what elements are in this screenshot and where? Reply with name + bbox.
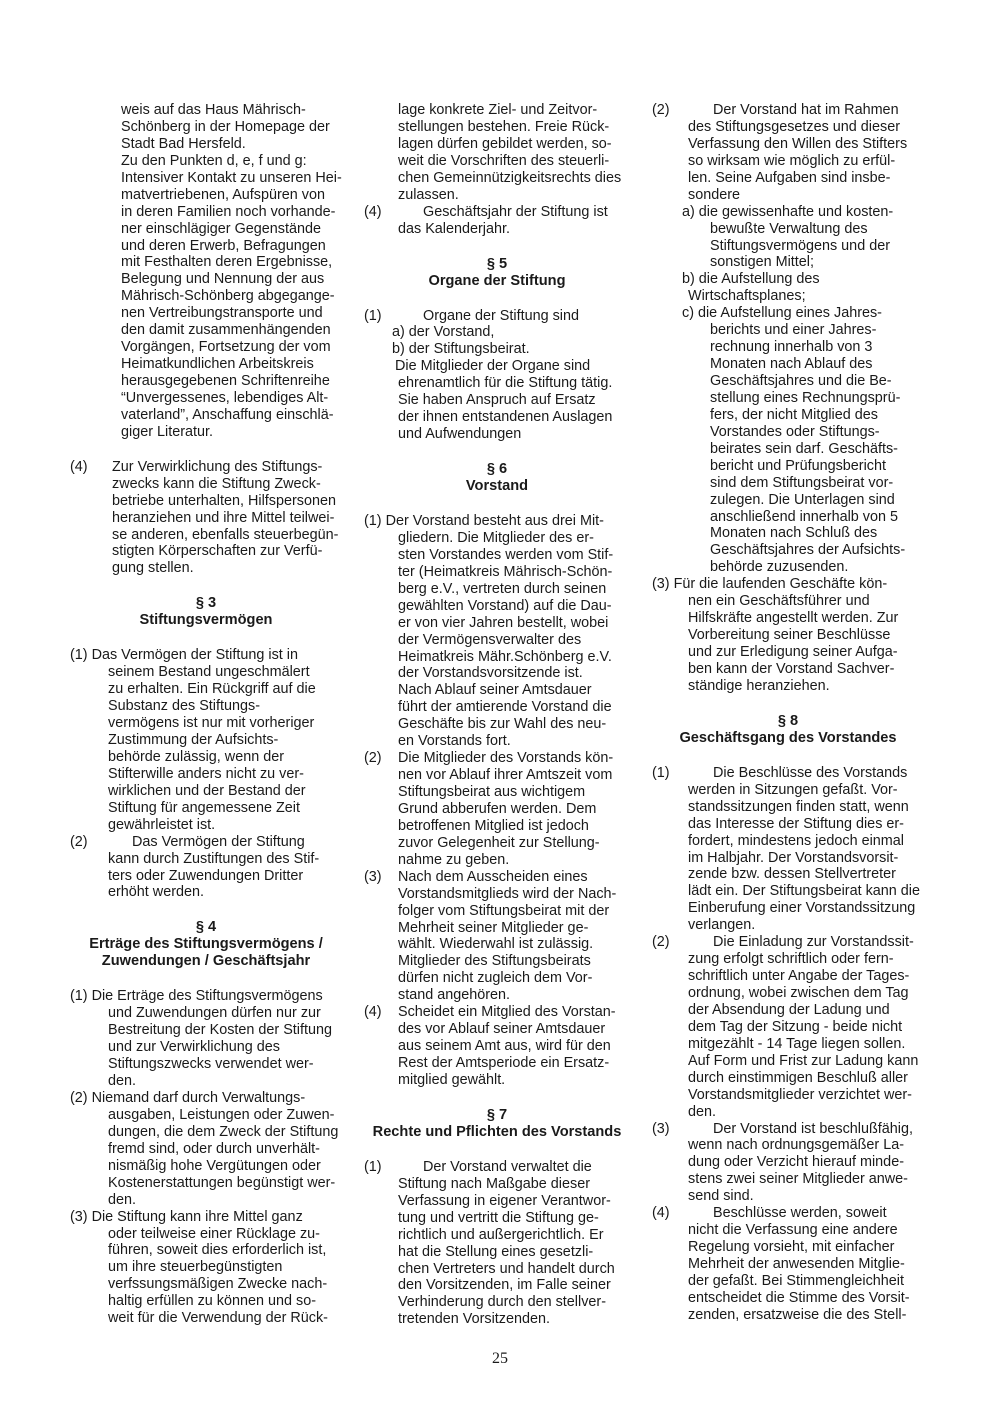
section-spacer (362, 443, 632, 461)
text-line: fordert, mindestens jedoch einmal (688, 832, 904, 849)
text-line: sten Vorstandes werden vom Stif- (398, 546, 614, 563)
paragraph (70, 647, 342, 901)
text-line: und deren Erwerb, Befragungen (121, 237, 326, 254)
paragraph (70, 988, 342, 1327)
text-line: Der Vorstand hat im Rahmen (713, 102, 899, 118)
text-line: (3) Für die laufenden Geschäfte kön- (652, 576, 888, 593)
text-line: Der Vorstand ist beschlußfähig, (713, 1120, 913, 1137)
text-line: in deren Familien noch vorhande- (121, 203, 336, 220)
text-line: ner einschlägiger Gegenstände (121, 220, 322, 237)
page-number: 25 (492, 1350, 508, 1367)
text-line: Vorgängen, Fortsetzung der vom (121, 339, 331, 356)
text-line: Stiftungszwecks verwendet wer- (108, 1056, 314, 1073)
clause-number: (4) (364, 203, 382, 220)
text-line: der gefaßt. Bei Stimmengleichheit (688, 1272, 904, 1289)
text-line: ter (Heimatkreis Mährisch-Schön- (398, 563, 613, 580)
text-line: vaterland”, Anschaffung einschlä- (121, 406, 334, 423)
text-line: lädt ein. Der Stiftungsbeirat kann die (688, 883, 920, 900)
text-line: Bestreitung der Kosten der Stiftung (108, 1022, 332, 1039)
clause-number: (1) (364, 307, 382, 324)
section-number: § 5 (486, 255, 508, 272)
text-line: a) der Vorstand, (392, 324, 495, 341)
text-line: ordnung, wobei zwischen dem Tag (688, 985, 909, 1001)
text-line: Die Mitglieder des Vorstands kön- (398, 750, 614, 767)
text-line: zende bzw. dessen Stellvertreter (688, 866, 896, 883)
text-line: der Absendung der Ladung und (688, 1001, 890, 1018)
text-line: heranziehen und ihre Mittel teilwei- (112, 509, 335, 526)
paragraph (70, 102, 342, 441)
text-line: tung und vertritt die Stiftung ge- (398, 1209, 599, 1226)
text-line: Die Einladung zur Vorstandssit- (713, 934, 914, 951)
text-line: aus seinem Amt aus, wird für den (398, 1038, 611, 1055)
text-line: nismäßig hohe Vergütungen oder (108, 1157, 321, 1174)
text-line: Die Mitglieder der Organe sind (395, 358, 591, 375)
text-line: Heimatkreis Mähr.Schönberg e.V. (398, 648, 612, 665)
section-heading (362, 256, 632, 290)
text-line: folger vom Stiftungsbeirat mit der (398, 902, 610, 919)
clause-number: (2) (364, 750, 382, 767)
text-line: Verfassung in eigener Verantwor- (398, 1192, 611, 1209)
text-line: gung stellen. (112, 560, 194, 577)
text-line: Geschäftsjahr der Stiftung ist (423, 203, 608, 220)
text-line: Heimatkundlichen Arbeitskreis (121, 356, 314, 373)
section-number: § 7 (486, 1106, 508, 1123)
section-spacer (70, 441, 342, 459)
text-line: haltig erfüllen zu können und so- (108, 1293, 317, 1310)
text-line: Beschlüsse werden, soweit (713, 1205, 887, 1222)
text-line: len. Seine Aufgaben sind insbe- (688, 169, 891, 186)
text-line: zulassen. (398, 186, 459, 203)
text-line: stens zwei seiner Mitglieder anwe- (688, 1171, 908, 1188)
text-line: Auf Form und Frist zur Ladung kann (688, 1052, 919, 1069)
text-line: giger Literatur. (121, 423, 213, 440)
text-column-left (70, 102, 342, 1327)
paragraph (362, 308, 632, 444)
paragraph (362, 513, 632, 1089)
text-line: erhöht werden. (108, 884, 204, 901)
text-line: Stiftungsvermögens und der (710, 237, 890, 254)
text-line: des vor Ablauf seiner Amtsdauer (398, 1021, 606, 1038)
text-line: mitglied gewählt. (398, 1071, 506, 1088)
section-title: Vorstand (465, 478, 529, 494)
text-line: nicht die Verfassung eine andere (688, 1222, 898, 1239)
text-line: (1) Der Vorstand besteht aus drei Mit- (364, 513, 604, 529)
section-spacer (362, 238, 632, 256)
text-line: Regelung vorsieht, mit einfacher (688, 1239, 895, 1256)
text-line: Mährisch-Schönberg abgegange- (121, 288, 335, 305)
text-line: fers, der nicht Mitglied des (710, 406, 878, 423)
text-line: dürfen nicht zugleich dem Vor- (398, 970, 593, 987)
text-line: er von vier Jahren bestellt, wobei (398, 614, 609, 631)
text-line: den. (108, 1073, 137, 1090)
text-line: Der Vorstand verwaltet die (423, 1158, 592, 1175)
text-line: betroffenen Mitglied ist jedoch (398, 817, 589, 834)
text-line: Zustimmung der Aufsichts- (108, 732, 279, 748)
text-line: lagen dürfen gebildet werden, so- (398, 135, 612, 152)
text-line: gewährleistet ist. (108, 816, 216, 833)
clause-number: (4) (70, 458, 88, 475)
text-line: berg e.V., vertreten durch seinen (398, 580, 607, 597)
clause-number: (3) (652, 1120, 670, 1137)
text-line: das Kalenderjahr. (398, 220, 511, 237)
text-line: chen Gemeinnützigkeitsrechts dies (398, 169, 622, 186)
text-line: dungen, die dem Zweck der Stiftung (108, 1123, 339, 1140)
text-line: sind dem Stiftungsbeirat vor- (710, 474, 894, 491)
text-line: ständige heranziehen. (688, 677, 830, 694)
section-spacer (362, 495, 632, 513)
paragraph (362, 102, 632, 238)
text-line: um ihre steuerbegünstigten (108, 1259, 283, 1276)
text-line: Geschäftsjahres und die Be- (710, 373, 892, 389)
section-heading (652, 713, 924, 747)
text-line: Zu den Punkten d, e, f und g: (121, 152, 307, 169)
text-line: Die Beschlüsse des Vorstands (713, 764, 908, 781)
text-column-middle (362, 102, 632, 1328)
clause-number: (4) (364, 1004, 382, 1021)
text-line: im Halbjahr. Der Vorstandsvorsit- (688, 849, 899, 866)
text-line: Monaten nach Ablauf des (710, 356, 873, 373)
text-line: ters oder Zuwendungen Dritter (108, 867, 304, 884)
text-line: Geschäfte bis zur Wahl des neu- (398, 716, 607, 733)
text-line: ausgaben, Leistungen oder Zuwen- (108, 1106, 335, 1123)
text-line: dem Tag der Sitzung - beide nicht (688, 1018, 903, 1035)
text-line: den. (108, 1191, 137, 1208)
section-heading (70, 595, 342, 629)
text-line: Sie haben Anspruch auf Ersatz (398, 392, 596, 409)
text-line: hat die Stellung eines gesetzli- (398, 1243, 594, 1260)
clause-number: (4) (652, 1205, 670, 1222)
text-line: führt der amtierende Vorstand die (398, 699, 612, 716)
text-line: beirates sein darf. Geschäfts- (710, 440, 898, 457)
text-line: (1) Die Erträge des Stiftungsvermögens (70, 988, 323, 1005)
text-column-right (652, 102, 924, 1324)
paragraph (652, 102, 924, 695)
text-line: rechnung innerhalb von 3 (710, 339, 873, 356)
text-line: send sind. (688, 1188, 754, 1205)
clause-number: (1) (652, 764, 670, 781)
text-line: der ihnen entstandenen Auslagen (398, 409, 613, 426)
text-line: Grund abberufen werden. Dem (398, 800, 597, 817)
text-line: Nach dem Ausscheiden eines (398, 868, 588, 885)
section-number: § 6 (486, 461, 508, 477)
text-line: b) der Stiftungsbeirat. (392, 341, 530, 358)
text-line: Hilfskräfte angestellt werden. Zur (688, 610, 899, 627)
text-line: zuvor Gelegenheit zur Stellung- (398, 834, 600, 851)
text-line: führen, soweit dies erforderlich ist, (108, 1242, 327, 1259)
text-line: se anderen, ebenfalls steuerbegün- (112, 526, 339, 543)
text-line: matvertriebenen, Aufspüren von (121, 186, 325, 203)
text-line: Mehrheit der anwesenden Mitglie- (688, 1256, 905, 1272)
text-line: c) die Aufstellung eines Jahres- (682, 305, 882, 322)
text-line: herausgegebenen Schriftenreihe (121, 373, 330, 389)
text-line: und Aufwendungen (398, 426, 522, 443)
text-line: seinem Bestand ungeschmälert (108, 664, 310, 681)
text-line: zenden, ersatzweise die des Stell- (688, 1306, 907, 1323)
section-title: Organe der Stiftung (428, 272, 566, 289)
text-line: Substanz des Stiftungs- (108, 698, 260, 715)
text-line: das Interesse der Stiftung dies er- (688, 815, 904, 832)
text-line: durch einstimmigen Beschluß aller (688, 1069, 908, 1086)
section-spacer (70, 577, 342, 595)
text-line: stand angehören. (398, 987, 511, 1004)
section-spacer (362, 1089, 632, 1107)
text-line: chen Vertreters und handelt durch (398, 1260, 615, 1277)
text-line: Vorstandsmitglieds wird der Nach- (398, 885, 617, 902)
section-spacer (652, 695, 924, 713)
text-line: Rest der Amtsperiode ein Ersatz- (398, 1055, 610, 1071)
section-spacer (362, 290, 632, 308)
text-line: der Vermögensverwalter des (398, 631, 582, 648)
text-line: zu erhalten. Ein Rückgriff auf die (108, 681, 316, 698)
text-line: Wirtschaftsplanes; (688, 288, 806, 305)
clause-number: (3) (364, 868, 382, 885)
text-line: der Vorstandsvorsitzende ist. (398, 665, 583, 682)
text-line: verlangen. (688, 917, 756, 934)
text-line: en Vorstands fort. (398, 733, 511, 750)
text-line: stellungen bestehen. Freie Rück- (398, 118, 610, 135)
text-line: behörde zulässig, wenn der (108, 748, 284, 765)
text-line: anschließend innerhalb von 5 (710, 508, 899, 525)
text-line: schriftlich unter Angabe der Tages- (688, 968, 910, 985)
text-line: stellung eines Rechnungsprü- (710, 389, 901, 406)
text-line: b) die Aufstellung des (682, 271, 820, 288)
text-line: Vorstandes oder Stiftungs- (710, 423, 880, 440)
text-line: berichts und einer Jahres- (710, 322, 877, 339)
text-line: Kostenerstattungen begünstigt wer- (108, 1174, 336, 1191)
text-line: ehrenamtlich für die Stiftung tätig. (398, 375, 613, 392)
section-spacer (70, 629, 342, 647)
section-number: § 3 (195, 595, 217, 612)
text-line: den Vorsitzenden, im Falle seiner (398, 1277, 611, 1294)
text-line: (3) Die Stiftung kann ihre Mittel ganz (70, 1208, 303, 1225)
section-title: Zuwendungen / Geschäftsjahr (101, 953, 311, 970)
text-line: vermögens ist nur mit vorheriger (108, 715, 315, 732)
section-heading (362, 461, 632, 495)
text-line: Stifterwille anders nicht zu ver- (108, 765, 304, 782)
section-spacer (70, 901, 342, 919)
text-line: entscheidet die Stimme des Vorsit- (688, 1289, 910, 1306)
section-title: Rechte und Pflichten des Vorstands (372, 1123, 622, 1140)
text-line: (1) Das Vermögen der Stiftung ist in (70, 647, 298, 664)
text-line: Zur Verwirklichung des Stiftungs- (112, 458, 323, 475)
text-line: Vorbereitung seiner Beschlüsse (688, 627, 891, 644)
text-line: Vorstandsmitglieder verzichtet wer- (688, 1086, 912, 1103)
section-number: § 4 (195, 919, 217, 936)
text-line: Stiftung nach Maßgabe dieser (398, 1175, 590, 1192)
text-line: wählt. Wiederwahl ist zulässig. (398, 936, 594, 953)
text-line: zung erfolgt schriftlich oder fern- (688, 951, 894, 968)
text-line: weit die Vorschriften des steuerli- (398, 152, 610, 169)
section-heading (362, 1107, 632, 1141)
clause-number: (2) (70, 833, 88, 850)
text-line: und zur Erledigung seiner Aufga- (688, 644, 898, 660)
section-title: Stiftungsvermögen (139, 612, 273, 629)
text-line: Nach Ablauf seiner Amtsdauer (398, 682, 592, 699)
section-heading (70, 919, 342, 970)
text-line: a) die gewissenhafte und kosten- (682, 203, 894, 220)
section-spacer (362, 1141, 632, 1159)
text-line: Geschäftsjahres der Aufsichts- (710, 542, 906, 559)
text-line: weis auf das Haus Mährisch- (121, 102, 306, 118)
text-line: Intensiver Kontakt zu unseren Hei- (121, 169, 342, 186)
text-line: kann durch Zustiftungen des Stif- (108, 850, 320, 867)
text-line: behörde zuzusenden. (710, 559, 849, 576)
text-line: Einberufung einer Vorstandssitzung (688, 900, 916, 917)
text-line: und Zuwendungen dürfen nur zur (108, 1005, 321, 1022)
clause-number: (1) (364, 1158, 382, 1175)
text-line: werden in Sitzungen gefaßt. Vor- (688, 781, 898, 798)
text-line: Verhinderung durch den stellver- (398, 1294, 606, 1311)
text-line: nahme zu geben. (398, 851, 510, 868)
text-line: mitgezählt - 14 Tage liegen sollen. (688, 1035, 906, 1052)
text-line: tretenden Vorsitzenden. (398, 1311, 551, 1328)
text-line: den. (688, 1103, 717, 1120)
text-line: bewußte Verwaltung des (710, 220, 868, 237)
paragraph (652, 765, 924, 1324)
text-line: nen ein Geschäftsführer und (688, 593, 870, 610)
text-line: wirklichen und der Bestand der (108, 782, 306, 799)
text-line: den damit zusammenhängenden (121, 322, 331, 339)
text-line: ben kann der Vorstand Sachver- (688, 660, 895, 677)
text-line: lage konkrete Ziel- und Zeitvor- (398, 102, 598, 118)
paragraph (362, 1159, 632, 1328)
text-line: nen Vertreibungstransporte und (121, 305, 323, 322)
text-line: des Stiftungsgesetzes und dieser (688, 118, 900, 135)
text-line: Monaten nach Schluß des (710, 525, 878, 542)
text-line: bericht und Prüfungsbericht (710, 457, 886, 474)
text-line: Stiftung für angemessene Zeit (108, 799, 300, 816)
text-line: Stadt Bad Hersfeld. (121, 135, 246, 152)
text-line: sondere (688, 186, 741, 203)
clause-number: (2) (652, 102, 670, 118)
text-line: Scheidet ein Mitglied des Vorstan- (398, 1004, 616, 1021)
text-line: Mehrheit seiner Mitglieder ge- (398, 919, 589, 936)
text-line: Stiftungsbeirat aus wichtigem (398, 784, 586, 800)
text-line: gewählten Vorstand) auf die Dau- (398, 597, 612, 614)
text-line: Schönberg in der Homepage der (121, 118, 330, 135)
text-line: betriebe unterhalten, Hilfspersonen (112, 492, 336, 509)
section-title: Geschäftsgang des Vorstandes (679, 729, 897, 746)
text-line: Verfassung den Willen des Stifters (688, 135, 908, 152)
text-line: mit Festhalten deren Ergebnisse, (121, 254, 333, 271)
text-line: gliedern. Die Mitglieder des er- (398, 529, 594, 546)
text-line: zulegen. Die Unterlagen sind (710, 491, 895, 508)
section-spacer (652, 747, 924, 765)
text-line: standssitzungen finden statt, wenn (688, 798, 909, 815)
text-line: fremd sind, oder durch unverhält- (108, 1140, 320, 1157)
text-line: verfssungsmäßigen Zwecke nach- (108, 1276, 328, 1293)
text-line: zwecks kann die Stiftung Zweck- (112, 475, 321, 492)
text-line: stigten Körperschaften zur Verfü- (112, 543, 323, 560)
text-line: Belegung und Nennung der aus (121, 271, 325, 288)
text-line: (2) Niemand darf durch Verwaltungs- (70, 1090, 306, 1106)
text-line: Das Vermögen der Stiftung (132, 833, 305, 850)
text-line: dung oder Verzicht hierauf minde- (688, 1154, 904, 1171)
text-line: so wirksam wie möglich zu erfül- (688, 152, 896, 169)
text-line: richtlich und außergerichtlich. Er (398, 1226, 604, 1243)
text-line: oder teilweise einer Rücklage zu- (108, 1225, 320, 1242)
paragraph (70, 459, 342, 578)
text-line: wenn nach ordnungsgemäßer La- (688, 1137, 904, 1154)
text-line: weit für die Verwendung der Rück- (108, 1310, 328, 1327)
section-title: Erträge des Stiftungsvermögens / (89, 936, 323, 953)
text-line: “Unvergessenes, lebendiges Alt- (121, 389, 329, 406)
text-line: und zur Verwirklichung des (108, 1039, 280, 1056)
text-line: Mitglieder des Stiftungsbeirats (398, 953, 591, 970)
clause-number: (2) (652, 934, 670, 951)
section-number: § 8 (777, 712, 799, 729)
text-line: Organe der Stiftung sind (423, 307, 579, 324)
text-line: sonstigen Mittel; (710, 254, 814, 271)
section-spacer (70, 970, 342, 988)
text-line: nen vor Ablauf ihrer Amtszeit vom (398, 767, 613, 784)
